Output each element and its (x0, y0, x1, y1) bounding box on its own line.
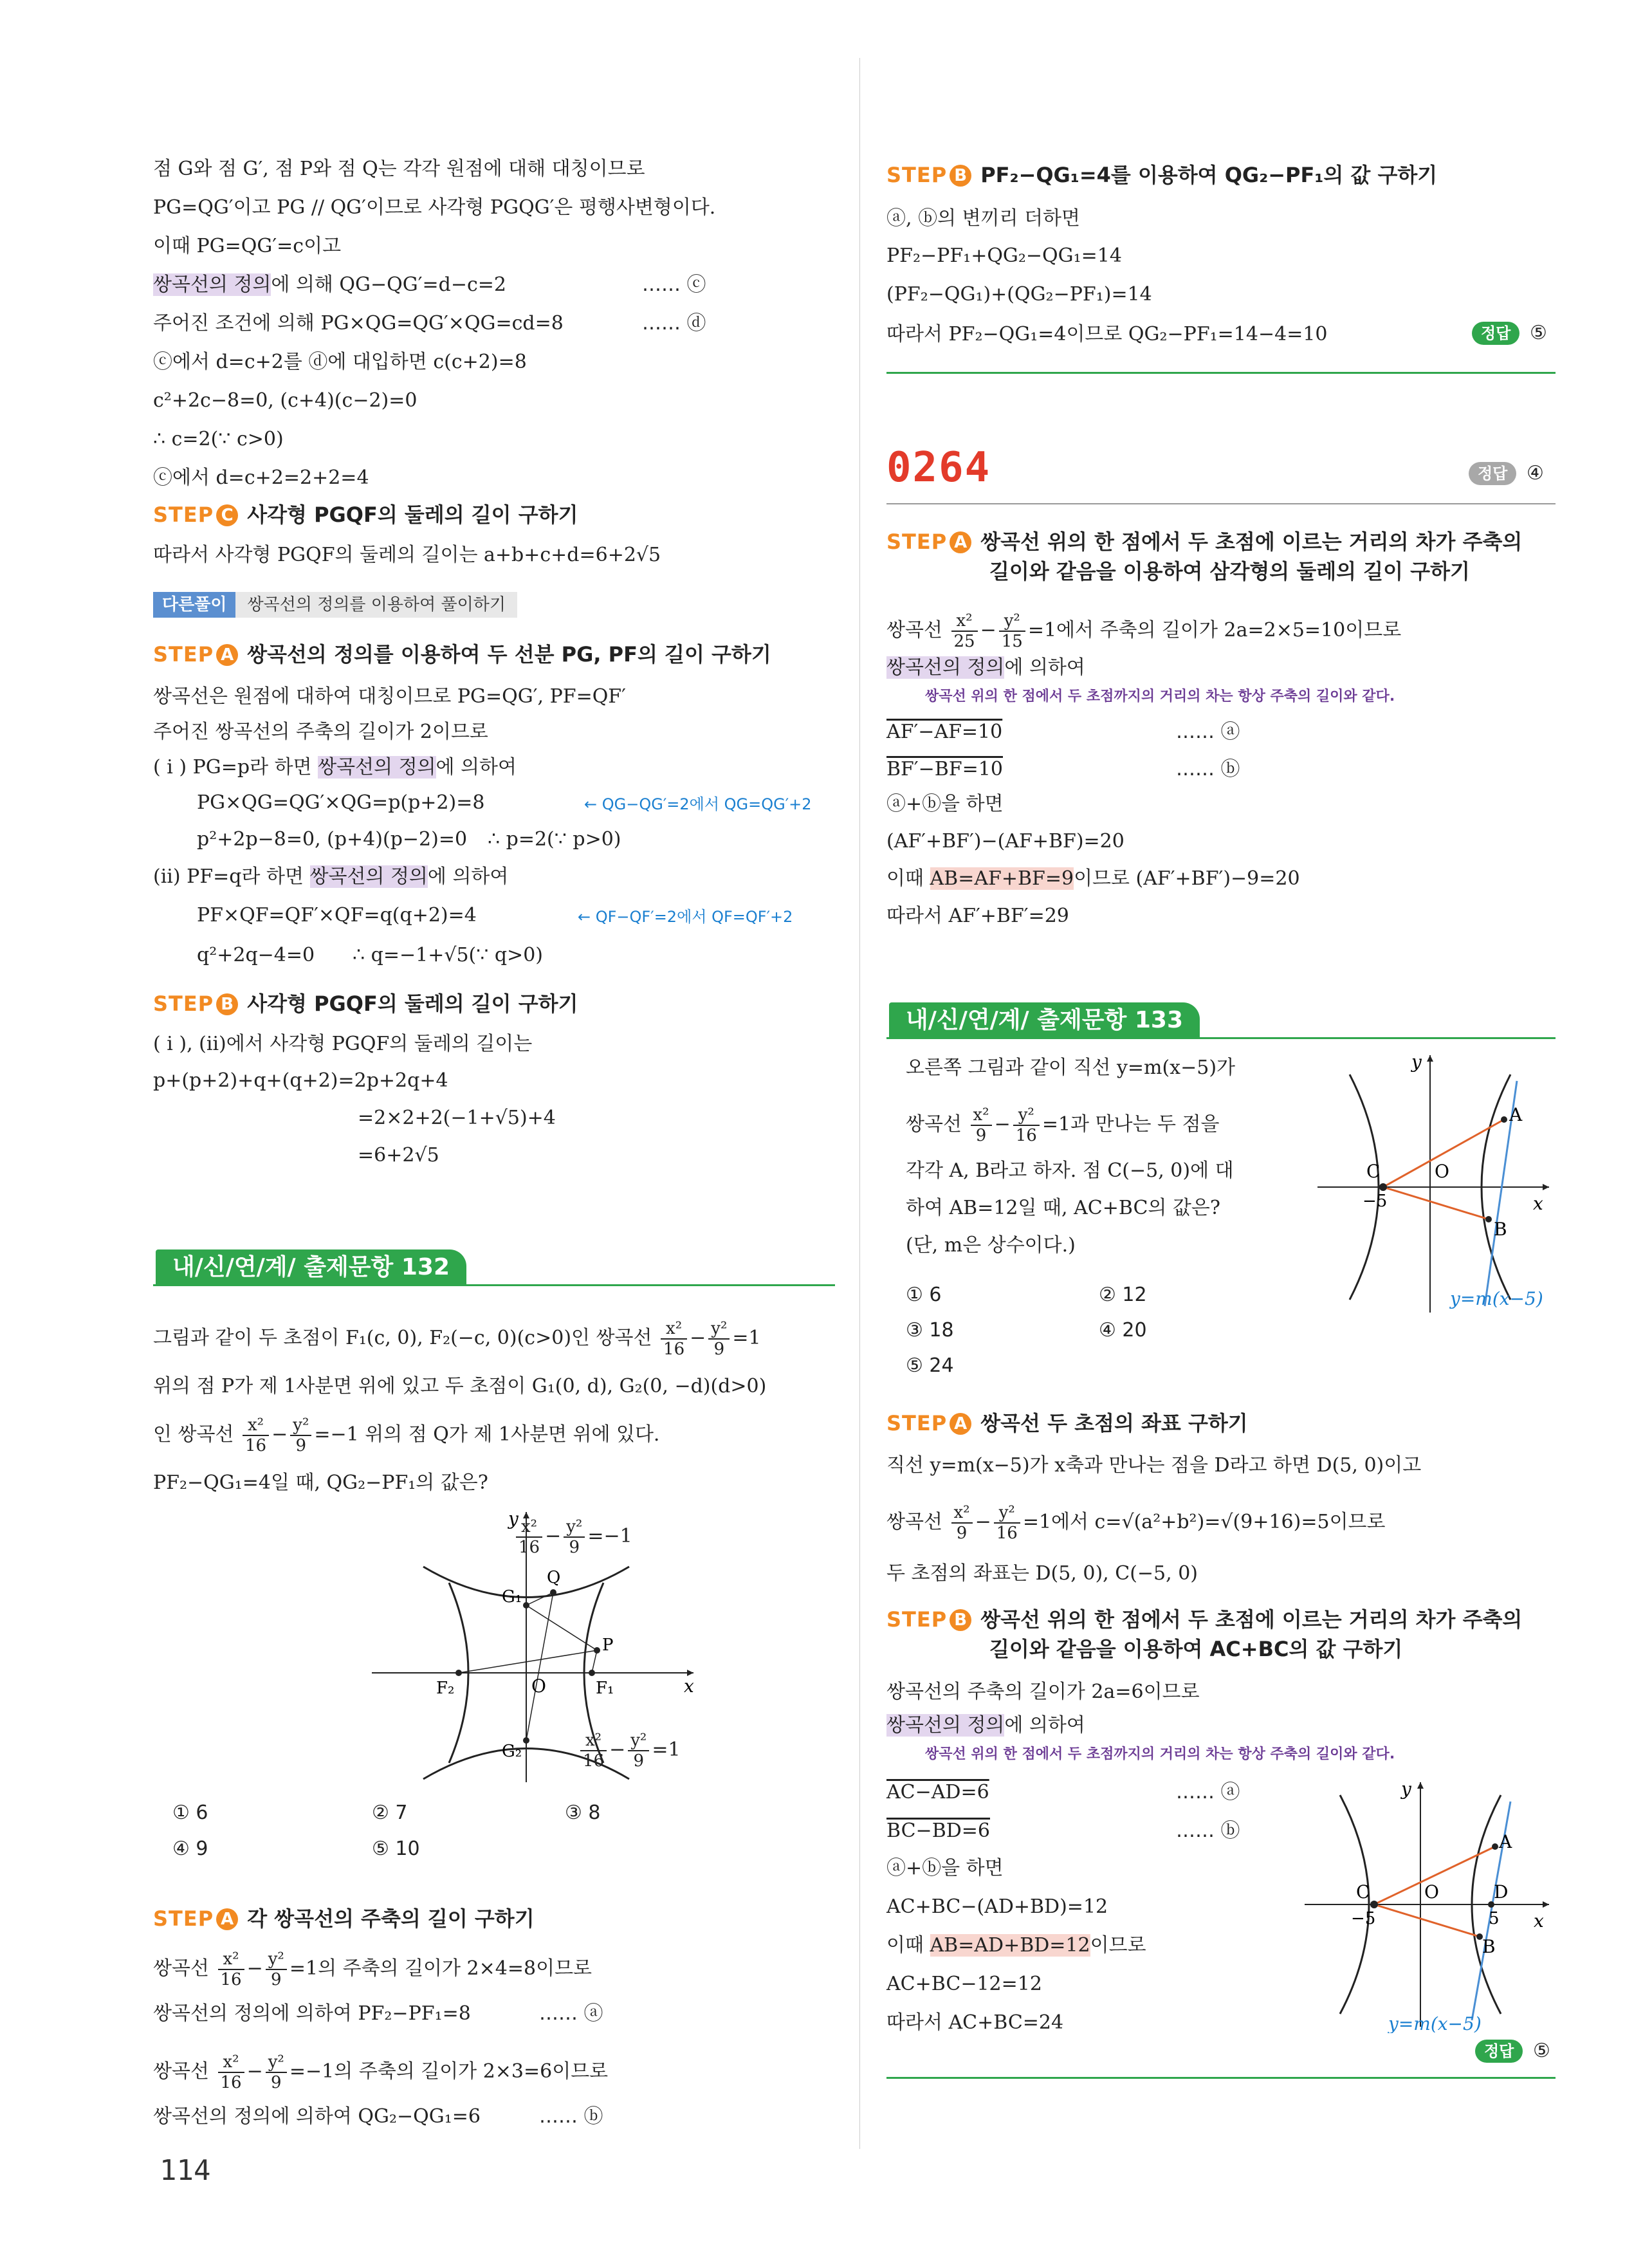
case-text: 에 의하여 (436, 756, 517, 779)
eq-label: …… ⓐ (1176, 721, 1240, 743)
text-line: 따라서 AC+BC=24 (886, 2011, 1064, 2034)
y-axis-label: y (1411, 1051, 1422, 1073)
problem-133-header: 내/신/연/계/ 출제문항 133 (889, 1002, 1200, 1038)
text-line: 쌍곡선의 주축의 길이가 2a=6이므로 (886, 1681, 1200, 1703)
x-axis-label: x (684, 1675, 694, 1697)
text-line: 쌍곡선 $\frac{\text{x²}}{25}$ − $\frac{\text{y²}}{15}$ =1에서 주축의 길이가 2a=2×5=10이므로 (886, 611, 1402, 651)
choice[interactable]: ① 6 (906, 1284, 942, 1306)
alt-solution-tag: 다른풀이 (153, 592, 235, 618)
step-a-heading: STEP A 쌍곡선의 정의를 이용하여 두 선분 PG, PF의 길이 구하기 (153, 642, 771, 667)
x-axis-label: x (1534, 1910, 1544, 1931)
step-title: 각 쌍곡선의 주축의 길이 구하기 (247, 1906, 535, 1931)
step-title: 쌍곡선 위의 한 점에서 두 초점에 이르는 거리의 차가 주축의 (980, 530, 1523, 554)
green-rule (153, 1284, 835, 1286)
eq-label: …… ⓑ (539, 2105, 603, 2128)
text-line: 쌍곡선의 정의에 의하여 QG₂−QG₁=6 (153, 2105, 481, 2128)
text-line: ( i ), (ii)에서 사각형 PGQF의 둘레의 길이는 (153, 1033, 533, 1055)
step-title-cont: 길이와 같음을 이용하여 AC+BC의 값 구하기 (989, 1637, 1403, 1661)
problem-text: 그림과 같이 두 초점이 F₁(c, 0), F₂(−c, 0)(c>0)인 쌍곡선 $\frac{\text{x²}}{16}$ − $\frac{\text{y²}}{9}$ =1 (153, 1319, 761, 1359)
text-line: =2×2+2(−1+√5)+4 (358, 1107, 556, 1129)
step-a-heading: STEP A 쌍곡선 두 초점의 좌표 구하기 (886, 1411, 1248, 1435)
step-title: 사각형 PGQF의 둘레의 길이 구하기 (247, 991, 578, 1016)
text-line (153, 272, 506, 298)
problem-text: 하여 AB=12일 때, AC+BC의 값은? (906, 1197, 1220, 1219)
point-label: D (1494, 1881, 1509, 1903)
step-b-heading: STEP B 쌍곡선 위의 한 점에서 두 초점에 이르는 거리의 차가 주축의 (886, 1607, 1523, 1632)
point-label: Q (547, 1568, 561, 1587)
point-label: C (1356, 1881, 1370, 1903)
fraction: $\frac{\text{y²}}{9}$ (708, 1319, 730, 1359)
step-title-cont: 길이와 같음을 이용하여 삼각형의 둘레의 길이 구하기 (989, 559, 1470, 584)
hyperbola-figure-133 (1311, 1049, 1556, 1319)
text-line: 쌍곡선 $\frac{\text{x²}}{9}$ − $\frac{\text{y²}}{16}$ =1에서 c=√(a²+b²)=√(9+16)=5이므로 (886, 1503, 1386, 1543)
eq-label: …… ⓐ (1176, 1781, 1240, 1803)
text-line: ⓐ+ⓑ을 하면 (886, 793, 1004, 815)
choice[interactable]: ④ 9 (172, 1838, 208, 1860)
step-title: 사각형 PGQF의 둘레의 길이 구하기 (247, 502, 578, 527)
answer-badge: 정답 (1472, 322, 1519, 345)
definition-note: 쌍곡선 위의 한 점에서 두 초점까지의 거리의 차는 항상 주축의 길이와 같다. (925, 1746, 1395, 1762)
text-line: c²+2c−8=0, (c+4)(c−2)=0 (153, 389, 418, 412)
text-line: ⓒ에서 d=c+2=2+2=4 (153, 466, 369, 489)
side-note: ← QG−QG′=2에서 QG=QG′+2 (584, 795, 812, 813)
point-label: A (1499, 1831, 1512, 1852)
text-line: BF′−BF=10 (886, 758, 1003, 780)
text-line: BC−BD=6 (886, 1820, 991, 1842)
origin-label: O (531, 1675, 546, 1697)
text-line: (PF₂−QG₁)+(QG₂−PF₁)=14 (886, 283, 1152, 306)
text-line: PF×QF=QF′×QF=q(q+2)=4 (197, 904, 477, 927)
text-line: ∴ q=−1+√5(∵ q>0) (353, 944, 543, 966)
case-text: 에 의하여 (427, 865, 509, 888)
problem-text: 각각 A, B라고 하자. 점 C(−5, 0)에 대 (906, 1159, 1234, 1182)
problem-text: 인 쌍곡선 $\frac{\text{x²}}{16}$ − $\frac{\text{y²}}{9}$ =−1 위의 점 Q가 제 1사분면 위에 있다. (153, 1415, 660, 1455)
text-line: PG=QG′이고 PG // QG′이므로 사각형 PGQG′은 평행사변형이다. (153, 196, 716, 219)
highlight-term: 쌍곡선의 정의 (309, 865, 428, 888)
text-line: 쌍곡선의 정의에 의하여 (886, 1714, 1085, 1737)
text-line: ⓐ+ⓑ을 하면 (886, 1857, 1004, 1879)
case-label: ( i ) PG=p라 하면 (153, 756, 318, 779)
x-axis-label: x (1533, 1193, 1543, 1214)
curve-label: $\frac{\text{x²}}{16}$ − $\frac{\text{y²}}{9}$ =1 (578, 1731, 681, 1771)
text-line: ⓒ에서 d=c+2를 ⓓ에 대입하면 c(c+2)=8 (153, 351, 527, 373)
highlight-term: AB=AF+BF=9 (930, 867, 1074, 890)
text-line: q²+2q−4=0 (197, 944, 315, 966)
text-line: AC−AD=6 (886, 1781, 989, 1803)
case-label: (ii) PF=q라 하면 (153, 865, 310, 888)
text-line: ∴ c=2(∵ c>0) (153, 428, 284, 450)
text-line: 이때 AB=AF+BF=9이므로 (AF′+BF′)−9=20 (886, 867, 1300, 890)
eq-label: …… ⓑ (1176, 758, 1240, 780)
curve-label: $\frac{\text{x²}}{16}$ − $\frac{\text{y²}}{9}$ =−1 (513, 1517, 632, 1557)
problem-number: 0264 (886, 444, 991, 492)
highlight-term: 쌍곡선의 정의 (886, 656, 1005, 679)
highlight-term: 쌍곡선의 정의 (318, 756, 436, 779)
green-rule (886, 1037, 1556, 1039)
eq-label: …… ⓑ (1176, 1820, 1240, 1842)
page-number: 114 (160, 2154, 211, 2187)
column-divider (859, 58, 860, 2149)
fraction: $\frac{\text{x²}}{16}$ (243, 1415, 269, 1455)
y-axis-label: y (508, 1508, 519, 1529)
problem-text-part: 그림과 같이 두 초점이 F₁(c, 0), F₂(−c, 0)(c>0)인 쌍곡선 (153, 1327, 652, 1349)
point-label: B (1494, 1219, 1507, 1240)
origin-label: O (1424, 1881, 1439, 1903)
text-line: 두 초점의 좌표는 D(5, 0), C(−5, 0) (886, 1562, 1198, 1585)
hyperbola-figure-133-solution (1298, 1776, 1556, 2033)
problem-text: 쌍곡선 $\frac{\text{x²}}{9}$ − $\frac{\text{y²}}{16}$ =1과 만나는 두 점을 (906, 1105, 1220, 1145)
text-line (153, 864, 508, 890)
text-line: 따라서 AF′+BF′=29 (886, 905, 1069, 927)
choice[interactable]: ③ 8 (565, 1802, 601, 1824)
definition-note: 쌍곡선 위의 한 점에서 두 초점까지의 거리의 차는 항상 주축의 길이와 같다. (925, 688, 1395, 705)
step-c-heading: STEP C 사각형 PGQF의 둘레의 길이 구하기 (153, 502, 578, 527)
green-rule (886, 2077, 1556, 2079)
origin-label: O (1435, 1161, 1449, 1182)
tick-label: 5 (1489, 1909, 1500, 1928)
green-rule (886, 372, 1556, 374)
step-a-heading: STEP A 각 쌍곡선의 주축의 길이 구하기 (153, 1906, 535, 1931)
choice[interactable]: ⑤ 10 (372, 1838, 420, 1860)
answer-badge: 정답 (1469, 462, 1516, 485)
y-axis-label: y (1401, 1778, 1411, 1800)
text-line: 주어진 조건에 의해 PG×QG=QG′×QG=cd=8 (153, 312, 564, 335)
alt-solution-bar (153, 592, 517, 618)
text-line: 이때 PG=QG′=c이고 (153, 235, 342, 257)
text-line: =6+2√5 (358, 1144, 439, 1166)
side-note: ← QF−QF′=2에서 QF=QF′+2 (578, 908, 793, 926)
text-line: 점 G와 점 G′, 점 P와 점 Q는 각각 원점에 대해 대칭이므로 (153, 158, 645, 180)
tick-label: −5 (1351, 1909, 1376, 1928)
problem-text: (단, m은 상수이다.) (906, 1234, 1076, 1257)
choice[interactable]: ① 6 (172, 1802, 208, 1824)
text-line (153, 755, 517, 780)
eq-label: …… ⓒ (642, 273, 706, 296)
fraction: $\frac{\text{x²}}{16}$ (661, 1319, 687, 1359)
text-line: 쌍곡선의 정의에 의하여 (886, 656, 1085, 679)
text-line: 이때 AB=AD+BD=12이므로 (886, 1934, 1146, 1957)
point-label: A (1509, 1104, 1523, 1125)
highlight-term: 쌍곡선의 정의 (153, 273, 271, 296)
problem-text-part: 인 쌍곡선 (153, 1423, 234, 1446)
step-b-heading: STEP B 사각형 PGQF의 둘레의 길이 구하기 (153, 991, 578, 1016)
text-line: PF₂−PF₁+QG₂−QG₁=14 (886, 244, 1122, 267)
point-label: C (1366, 1161, 1381, 1182)
text-line: PG×QG=QG′×QG=p(p+2)=8 (197, 791, 485, 814)
text-line: p²+2p−8=0, (p+4)(p−2)=0 (197, 828, 468, 851)
highlight-term: AB=AD+BD=12 (930, 1934, 1090, 1957)
text-line: ∴ p=2(∵ p>0) (488, 828, 621, 851)
gray-rule (886, 503, 1556, 504)
line-label: y=m(x−5) (1388, 2013, 1482, 2033)
text-line: 따라서 PF₂−QG₁=4이므로 QG₂−PF₁=14−4=10 (886, 323, 1328, 346)
problem-text-part: =−1 위의 점 Q가 제 1사분면 위에 있다. (314, 1423, 660, 1446)
point-label: F₂ (436, 1679, 455, 1698)
text-line: 쌍곡선 $\frac{\text{x²}}{16}$ − $\frac{\text{y²}}{9}$ =−1의 주축의 길이가 2×3=6이므로 (153, 2052, 609, 2092)
text-line: AC+BC−12=12 (886, 1973, 1042, 1995)
fraction: $\frac{\text{y²}}{9}$ (290, 1415, 311, 1455)
text-line: 따라서 사각형 PGQF의 둘레의 길이는 a+b+c+d=6+2√5 (153, 544, 661, 566)
line-label: y=m(x−5) (1450, 1288, 1543, 1309)
point-label: B (1482, 1936, 1496, 1957)
step-title: PF₂−QG₁=4를 이용하여 QG₂−PF₁의 값 구하기 (980, 163, 1438, 187)
answer-value: ④ (1527, 462, 1544, 484)
point-label: G₂ (502, 1742, 522, 1761)
choice[interactable]: ② 12 (1099, 1284, 1147, 1306)
text-line: 주어진 쌍곡선의 주축의 길이가 2이므로 (153, 721, 488, 743)
problem-text: 오른쪽 그림과 같이 직선 y=m(x−5)가 (906, 1056, 1236, 1079)
text-line: 직선 y=m(x−5)가 x축과 만나는 점을 D라고 하면 D(5, 0)이고 (886, 1454, 1422, 1477)
text-line: p+(p+2)+q+(q+2)=2p+2q+4 (153, 1069, 448, 1092)
point-label: G₁ (502, 1587, 522, 1607)
step-title: 쌍곡선 위의 한 점에서 두 초점에 이르는 거리의 차가 주축의 (980, 1607, 1523, 1632)
equation: 에 의해 QG−QG′=d−c=2 (271, 273, 507, 296)
text-line: AC+BC−(AD+BD)=12 (886, 1895, 1108, 1918)
eq-label: …… ⓐ (539, 2002, 603, 2025)
answer-badge: 정답 (1475, 2040, 1523, 2063)
choice[interactable]: ⑤ 24 (906, 1354, 954, 1377)
point-label: P (602, 1636, 614, 1655)
problem-132-header: 내/신/연/계/ 출제문항 132 (156, 1249, 466, 1286)
choice[interactable]: ② 7 (372, 1802, 408, 1824)
highlight-term: 쌍곡선의 정의 (886, 1714, 1005, 1737)
choice[interactable]: ④ 20 (1099, 1319, 1147, 1341)
step-title: 쌍곡선의 정의를 이용하여 두 선분 PG, PF의 길이 구하기 (247, 642, 771, 667)
text-line: ⓐ, ⓑ의 변끼리 더하면 (886, 207, 1081, 230)
text-line: (AF′+BF′)−(AF+BF)=20 (886, 830, 1124, 853)
step-title: 쌍곡선 두 초점의 좌표 구하기 (980, 1411, 1248, 1435)
eq-label: …… ⓓ (642, 312, 706, 335)
problem-text: PF₂−QG₁=4일 때, QG₂−PF₁의 값은? (153, 1471, 488, 1494)
point-label: F₁ (596, 1679, 614, 1698)
choice[interactable]: ③ 18 (906, 1319, 954, 1341)
step-b-heading: STEP B PF₂−QG₁=4를 이용하여 QG₂−PF₁의 값 구하기 (886, 163, 1438, 187)
answer-value: ⑤ (1533, 2040, 1550, 2062)
text-line: 쌍곡선의 정의에 의하여 PF₂−PF₁=8 (153, 2002, 471, 2025)
text-line: AF′−AF=10 (886, 721, 1003, 743)
text-line: 쌍곡선 $\frac{\text{x²}}{16}$ − $\frac{\text{y²}}{9}$ =1의 주축의 길이가 2×4=8이므로 (153, 1950, 592, 1989)
problem-text: 위의 점 P가 제 1사분면 위에 있고 두 초점이 G₁(0, d), G₂(0, −d)(d>0) (153, 1375, 767, 1397)
tick-label: −5 (1363, 1192, 1388, 1211)
alt-solution-text: 쌍곡선의 정의를 이용하여 풀이하기 (235, 592, 517, 618)
answer-value: ⑤ (1530, 322, 1547, 344)
step-a-heading: STEP A 쌍곡선 위의 한 점에서 두 초점에 이르는 거리의 차가 주축의 (886, 530, 1523, 554)
text-line: 쌍곡선은 원점에 대하여 대칭이므로 PG=QG′, PF=QF′ (153, 685, 626, 708)
